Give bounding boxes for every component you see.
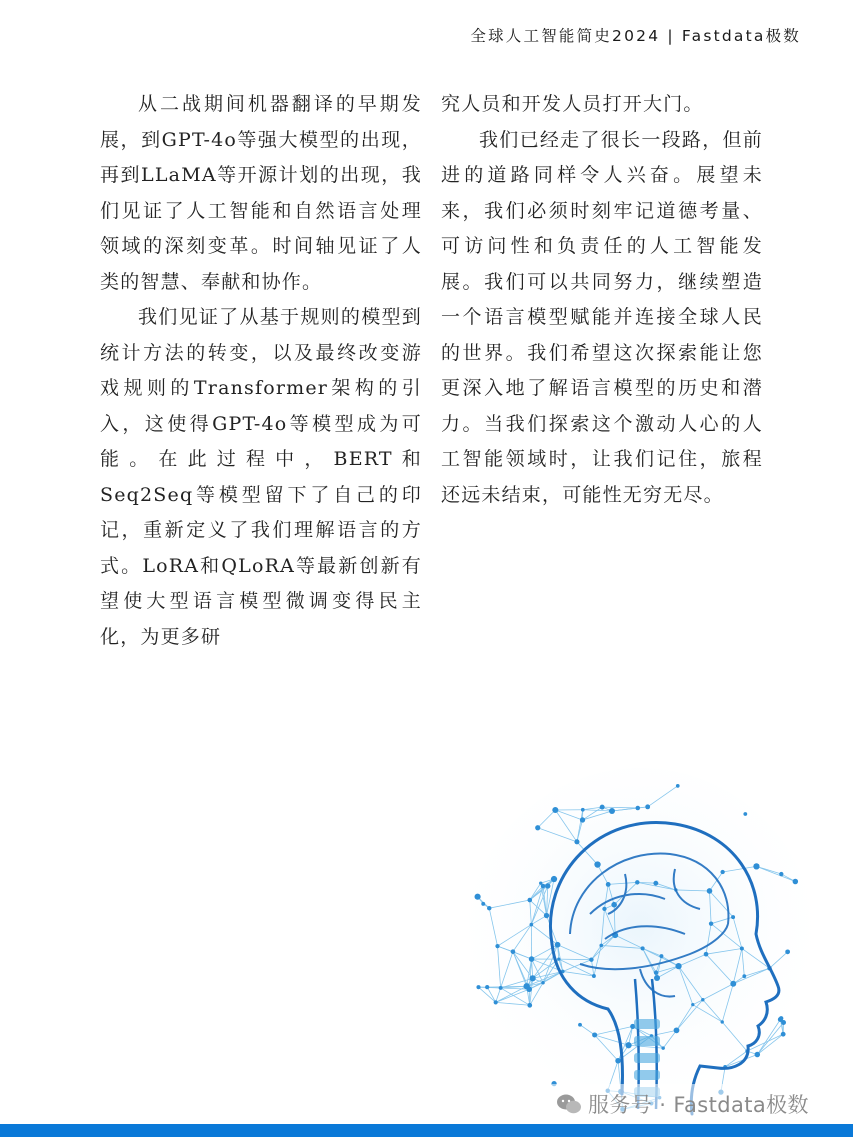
ai-brain-illustration — [460, 764, 820, 1124]
network-node — [527, 1003, 532, 1008]
paragraph-continuation: 究人员和开发人员打开大门。 — [441, 93, 704, 115]
footer-accent-bar — [0, 1124, 853, 1137]
network-node — [675, 963, 681, 969]
network-node — [755, 1052, 761, 1058]
left-text-column — [100, 87, 422, 655]
network-node — [557, 957, 560, 960]
network-node — [659, 954, 663, 958]
network-node — [545, 883, 550, 888]
network-node — [487, 906, 491, 910]
network-node — [779, 1016, 783, 1020]
network-node — [551, 876, 557, 882]
network-node — [589, 957, 593, 961]
network-node — [730, 981, 736, 987]
network-node — [552, 807, 558, 813]
network-node — [539, 882, 542, 885]
network-node — [793, 879, 799, 885]
network-node — [609, 808, 615, 814]
network-node — [785, 949, 790, 954]
network-node — [742, 974, 746, 978]
network-node — [526, 986, 532, 992]
network-node — [743, 812, 747, 816]
network-node — [485, 985, 489, 989]
network-node — [529, 956, 535, 962]
network-node — [615, 1058, 621, 1064]
network-node — [606, 882, 611, 887]
network-node — [653, 881, 658, 886]
network-node — [731, 915, 735, 919]
network-node — [781, 1020, 786, 1025]
network-node — [594, 861, 600, 867]
network-node — [580, 817, 585, 822]
network-node — [753, 863, 759, 869]
network-node — [611, 902, 617, 908]
wechat-icon — [556, 1093, 582, 1115]
network-node — [544, 913, 549, 918]
network-node — [499, 986, 503, 990]
network-node — [530, 923, 534, 927]
network-node — [599, 944, 603, 948]
network-node — [654, 970, 658, 974]
network-node — [602, 907, 606, 911]
network-node — [527, 898, 532, 903]
network-node — [704, 952, 709, 957]
network-node — [555, 942, 561, 948]
watermark — [552, 1084, 836, 1124]
network-node — [707, 888, 713, 894]
network-node — [645, 804, 650, 809]
network-node — [720, 870, 724, 874]
network-node — [475, 894, 481, 900]
network-node — [625, 1042, 631, 1048]
network-node — [635, 880, 639, 884]
network-node — [654, 975, 660, 981]
network-node — [721, 1020, 724, 1023]
network-node — [481, 902, 485, 906]
network-node — [701, 998, 704, 1001]
network-node — [530, 975, 536, 981]
network-node — [641, 946, 645, 950]
network-node — [494, 1000, 498, 1004]
network-node — [581, 808, 585, 812]
watermark-text: 服务号 · Fastdata极数 — [588, 1093, 809, 1117]
network-node — [495, 944, 499, 948]
network-node — [740, 946, 744, 950]
network-node — [691, 1003, 694, 1006]
running-header: 全球人工智能简史2024 | Fastdata极数 — [470, 27, 801, 45]
paragraph-transition: 我们见证了从基于规则的模型到统计方法的转变，以及最终改变游戏规则的Transformer架构的引入，这使得GPT-4o等模型成为可能。在此过程中，BERT和Seq2Seq等模型留下了自己的印记，重新定义了我们理解语言的方式。LoRA和QLoRA等最新创新有望使大型语言模型微调变得民主化，为更多研 — [100, 306, 422, 648]
paragraph-outlook: 我们已经走了很长一段路，但前进的道路同样令人兴奋。展望未来，我们必须时刻牢记道德考量、可访问性和负责任的人工智能发展。我们可以共同努力，继续塑造一个语言模型赋能并连接全球人民的世界。我们希望这次探索能让您更深入地了解语言模型的历史和潜力。当我们探索这个激动人心的人工智能领域时，让我们记住，旅程还远未结束，可能性无穷无尽。 — [441, 128, 763, 506]
network-node — [592, 974, 596, 978]
network-node — [511, 949, 516, 954]
network-node — [781, 1032, 786, 1037]
network-node — [476, 985, 480, 989]
network-node — [535, 825, 540, 830]
network-node — [541, 981, 544, 984]
right-text-column — [441, 87, 763, 513]
network-node — [674, 1027, 680, 1033]
network-link — [559, 959, 592, 960]
network-node — [779, 872, 783, 876]
paragraph-history: 从二战期间机器翻译的早期发展，到GPT-4o等强大模型的出现，再到LLaMA等开源计划的出现，我们见证了人工智能和自然语言处理领域的深刻变革。时间轴见证了人类的智慧、奉献和协作。 — [100, 93, 422, 293]
network-node — [578, 1023, 582, 1027]
network-node — [709, 921, 713, 925]
network-node — [661, 1046, 664, 1049]
network-node — [600, 805, 605, 810]
network-node — [592, 1032, 597, 1037]
network-node — [635, 806, 640, 811]
network-node — [574, 839, 579, 844]
network-node — [676, 784, 680, 788]
